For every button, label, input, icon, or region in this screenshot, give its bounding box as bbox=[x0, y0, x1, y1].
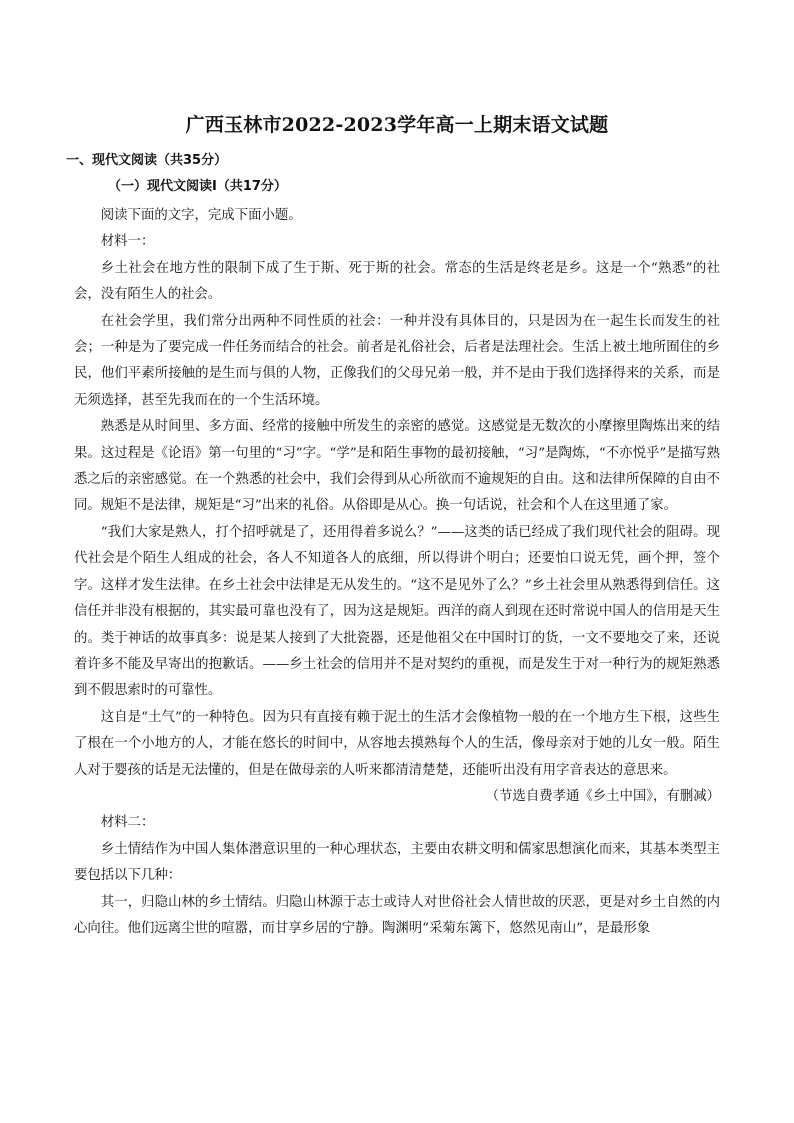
page-title: 广西玉林市2022-2023学年高一上期末语文试题 bbox=[185, 114, 609, 136]
paragraph: “我们大家是熟人，打个招呼就是了，还用得着多说么？”——这类的话已经成了我们现代社会的阻碍。现代社会是个陌生人组成的社会，各人不知道各人的底细，所以得讲个明白；还要怕口说无凭，画个押，签个字。这样才发生法律。在乡土社会中法律是无从发生的。“这不是见外了么？”乡土社会里从熟悉得到信任。这信任并非没有根据的，其实最可靠也没有了，因为这是规矩。西洋的商人到现在还时常说中国人的信用是天生的。类于神话的故事真多：说是某人接到了大批瓷器，还是他祖父在中国时订的货，一文不要地交了来，还说着许多不能及早寄出的抱歉话。——乡土社会的信用并不是对契约的重视，而是发生于对一种行为的规矩熟悉到不假思索时的可靠性。 bbox=[74, 524, 720, 699]
paragraph: 在社会学里，我们常分出两种不同性质的社会：一种并没有具体目的，只是因为在一起生长而发生的社会；一种是为了要完成一件任务而结合的社会。前者是礼俗社会，后者是法理社会。生活上被土地所囿住的乡民，他们平素所接触的是生而与俱的人物，正像我们的父母兄弟一般，并不是由于我们选择得来的关系，而是无须选择，甚至先我而在的一个生活环境。 bbox=[74, 313, 720, 408]
sub-section-heading: （一）现代文阅读Ⅰ（共17分） bbox=[108, 179, 287, 194]
material-label: 材料二： bbox=[100, 815, 155, 831]
instruction-text: 阅读下面的文字，完成下面小题。 bbox=[100, 208, 302, 223]
paragraph: 熟悉是从时间里、多方面、经常的接触中所发生的亲密的感觉。这感觉是无数次的小摩擦里陶炼出来的结果。这过程是《论语》第一句里的“习”字。“学”是和陌生事物的最初接触，“习”是陶炼，“不亦悦乎”是描写熟悉之后的亲密感觉。在一个熟悉的社会中，我们会得到从心所欲而不逾规矩的自由。这和法律所保障的自由不同。规矩不是法律，规矩是“习”出来的礼俗。从俗即是从心。换一句话说，社会和个人在这里通了家。 bbox=[74, 419, 720, 514]
paragraph: 其一，归隐山林的乡土情结。归隐山林源于志士或诗人对世俗社会人情世故的厌恶，更是对乡土自然的内心向往。他们远离尘世的喧嚣，而甘享乡居的宁静。陶渊明“采菊东篱下，悠然见南山”，是最形象 bbox=[74, 894, 720, 936]
paragraph: 这自是“土气”的一种特色。因为只有直接有赖于泥土的生活才会像植物一般的在一个地方生下根，这些生了根在一个小地方的人，才能在悠长的时间中，从容地去摸熟每个人的生活，像母亲对于她的儿女一般。陌生人对于婴孩的话是无法懂的，但是在做母亲的人听来都清清楚楚，还能听出没有用字音表达的意思来。 bbox=[74, 709, 720, 778]
source-citation: （节选自费孝通《乡土中国》，有删减） bbox=[485, 788, 720, 804]
paragraph: 乡土社会在地方性的限制下成了生于斯、死于斯的社会。常态的生活是终老是乡。这是一个“熟悉”的社会，没有陌生人的社会。 bbox=[74, 260, 720, 303]
section-heading: 一、现代文阅读（共35分） bbox=[66, 153, 228, 168]
material-label: 材料一： bbox=[100, 234, 155, 250]
paragraph: 乡土情结作为中国人集体潜意识里的一种心理状态，主要由农耕文明和儒家思想演化而来，其基本类型主要包括以下几种： bbox=[74, 841, 720, 884]
